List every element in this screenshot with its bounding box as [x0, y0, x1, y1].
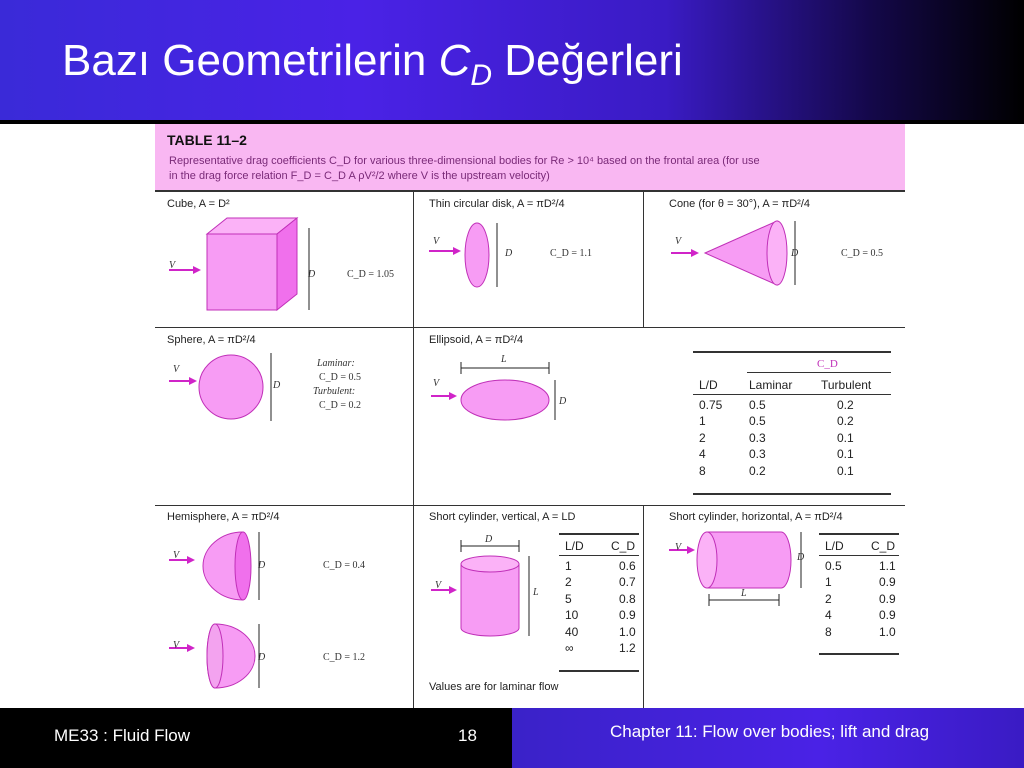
cell: 0.9 — [879, 608, 896, 622]
hemisphere-1-v: V — [173, 550, 180, 561]
table-row — [819, 607, 902, 624]
cell: 0.1 — [837, 430, 854, 445]
sphere-v: V — [173, 364, 180, 375]
footer-chapter: Chapter 11: Flow over bodies; lift and drag — [610, 722, 930, 741]
table-row — [559, 591, 642, 608]
cyl-horizontal-l: L — [741, 588, 747, 599]
cell: 0.5 — [749, 397, 766, 412]
cyl-vertical-figure — [427, 534, 547, 644]
rule-col2a — [643, 192, 644, 328]
disk-figure — [425, 219, 625, 299]
col-turbulent: Turbulent — [821, 378, 872, 392]
cyl-v-table-bottom — [559, 670, 639, 672]
hemisphere-1-cd: C_D = 0.4 — [323, 560, 366, 571]
disk-v: V — [433, 236, 440, 247]
cone-label: Cone (for θ = 30°), A = πD²/4 — [669, 198, 811, 210]
cyl-h-table-bottom — [819, 653, 899, 655]
cyl-vertical-table — [559, 538, 642, 657]
table-row — [693, 463, 891, 480]
cyl-vertical-d: D — [485, 534, 493, 545]
sphere-turbulent: Turbulent: — [313, 386, 356, 397]
table-row — [819, 624, 902, 641]
footer — [0, 708, 1024, 768]
cell: 0.9 — [619, 608, 636, 622]
col-ld: L/D — [825, 539, 844, 553]
ellipsoid-l: L — [501, 354, 507, 365]
ellipsoid-table-bottom — [693, 493, 891, 495]
ellipsoid-d: D — [559, 396, 567, 407]
cyl-horizontal-label: Short cylinder, horizontal, A = πD²/4 — [669, 511, 843, 523]
cell: 2 — [565, 575, 572, 589]
ellipsoid-cd-head: C_D — [817, 358, 838, 370]
cell: 0.2 — [749, 463, 766, 478]
cell: 1.0 — [619, 624, 636, 639]
ellipsoid-table-top — [693, 351, 891, 353]
sphere-laminar: Laminar: — [317, 358, 355, 369]
cell: 5 — [565, 591, 572, 606]
hemisphere-1-d: D — [258, 560, 266, 571]
rule-top — [155, 190, 905, 192]
cone-cd: C_D = 0.5 — [841, 248, 884, 259]
col-ld: L/D — [565, 539, 584, 553]
table-row — [819, 558, 902, 575]
cyl-v-table-top — [559, 533, 639, 535]
sphere-label: Sphere, A = πD²/4 — [167, 334, 256, 346]
table-row — [559, 624, 642, 641]
cyl-horizontal-d: D — [797, 552, 805, 563]
table-number: TABLE 11–2 — [167, 132, 247, 148]
title-text: Bazı Geometrilerin — [62, 36, 439, 85]
cone-d: D — [791, 248, 799, 259]
cell: 1 — [699, 414, 706, 428]
col-laminar: Laminar — [749, 378, 793, 392]
disk-cd: C_D = 1.1 — [550, 248, 593, 259]
cell: 2 — [699, 430, 706, 445]
hemisphere-2-figure — [165, 622, 405, 692]
cyl-vertical-l: L — [533, 587, 539, 598]
cell: 0.8 — [619, 591, 636, 606]
cyl-horizontal-v: V — [675, 542, 682, 553]
cell: 0.9 — [879, 591, 896, 606]
table-header — [155, 124, 905, 190]
table-header-row — [693, 377, 891, 394]
footer-page-number: 18 — [458, 726, 477, 745]
title-symbol: C — [438, 36, 471, 85]
cell: 8 — [825, 624, 832, 639]
title-subscript: D — [470, 59, 493, 92]
title-text-end: Değerleri — [492, 36, 683, 85]
table-caption — [169, 154, 889, 184]
laminar-note: Values are for laminar flow — [429, 681, 559, 693]
cube-cd: C_D = 1.05 — [347, 269, 395, 280]
cell: 4 — [825, 608, 832, 622]
cone-v: V — [675, 236, 682, 247]
cell: ∞ — [565, 641, 574, 655]
cyl-h-table-top — [819, 533, 899, 535]
table-row — [819, 574, 902, 591]
rule-row1 — [155, 327, 905, 328]
cell: 0.7 — [619, 575, 636, 589]
sphere-cd-laminar: C_D = 0.5 — [319, 372, 362, 383]
cell: 0.3 — [749, 430, 766, 445]
cell: 0.6 — [619, 558, 636, 573]
cell: 0.5 — [825, 558, 842, 573]
cell: 0.75 — [699, 397, 723, 412]
cell: 0.1 — [837, 447, 854, 461]
table-row — [693, 430, 891, 447]
cube-label: Cube, A = D² — [167, 198, 230, 210]
cell: 1.2 — [619, 641, 636, 655]
cone-figure — [667, 219, 887, 299]
table-row — [559, 607, 642, 624]
cell: 10 — [565, 608, 579, 622]
rule-row2 — [155, 505, 905, 506]
table-row — [693, 397, 891, 414]
cell: 0.1 — [837, 463, 854, 478]
sphere-figure — [165, 349, 405, 429]
drag-coefficient-table — [155, 124, 905, 709]
cell: 8 — [699, 463, 706, 478]
cell: 2 — [825, 591, 832, 606]
slide-title — [62, 36, 683, 93]
ellipsoid-label: Ellipsoid, A = πD²/4 — [429, 334, 524, 346]
table-row — [559, 558, 642, 575]
rule-col2b — [643, 505, 644, 709]
cell: 40 — [565, 624, 579, 639]
table-row — [693, 446, 891, 463]
cell: 1.1 — [879, 558, 896, 573]
title-bar — [0, 0, 1024, 120]
cyl-horizontal-table — [819, 538, 902, 640]
col-cd: C_D — [611, 539, 636, 553]
cyl-horizontal-figure — [665, 528, 815, 608]
cell: 1 — [825, 575, 832, 589]
col-ld: L/D — [699, 378, 718, 392]
table-row — [559, 574, 642, 591]
cell: 0.3 — [749, 447, 766, 461]
cell: 1 — [565, 558, 572, 573]
cube-v: V — [169, 260, 176, 271]
cell: 1.0 — [879, 624, 896, 639]
table-row — [559, 640, 642, 657]
ellipsoid-table — [693, 377, 891, 479]
table-header-row — [559, 538, 642, 555]
cell: 0.2 — [837, 414, 854, 428]
sphere-d: D — [273, 380, 281, 391]
hemisphere-2-d: D — [258, 652, 266, 663]
disk-d: D — [505, 248, 513, 259]
hemisphere-1-figure — [165, 528, 405, 606]
rule-col1 — [413, 192, 414, 709]
ellipsoid-figure — [427, 358, 627, 438]
hemisphere-2-v: V — [173, 640, 180, 651]
cell: 4 — [699, 447, 706, 461]
cube-d: D — [308, 269, 316, 280]
table-row — [819, 591, 902, 608]
ellipsoid-v: V — [433, 378, 440, 389]
ellipsoid-cd-rule — [747, 372, 891, 373]
disk-label: Thin circular disk, A = πD²/4 — [429, 198, 565, 210]
hemisphere-label: Hemisphere, A = πD²/4 — [167, 511, 280, 523]
cell: 0.9 — [879, 575, 896, 589]
hemisphere-2-cd: C_D = 1.2 — [323, 652, 366, 663]
table-header-row — [819, 538, 902, 555]
cyl-vertical-v: V — [435, 580, 442, 591]
cell: 0.5 — [749, 414, 766, 428]
table-row — [693, 413, 891, 430]
sphere-cd-turbulent: C_D = 0.2 — [319, 400, 362, 411]
caption-line-2: in the drag force relation F_D = C_D A ρV²/2 where V is the upstream velocity) — [169, 170, 550, 182]
cyl-vertical-label: Short cylinder, vertical, A = LD — [429, 511, 576, 523]
caption-line-1: Representative drag coefficients C_D for various three-dimensional bodies for Re > 10⁴ based on the frontal area (for use — [169, 155, 760, 167]
footer-course: ME33 : Fluid Flow — [54, 726, 191, 745]
cell: 0.2 — [837, 397, 854, 412]
col-cd: C_D — [871, 539, 896, 553]
